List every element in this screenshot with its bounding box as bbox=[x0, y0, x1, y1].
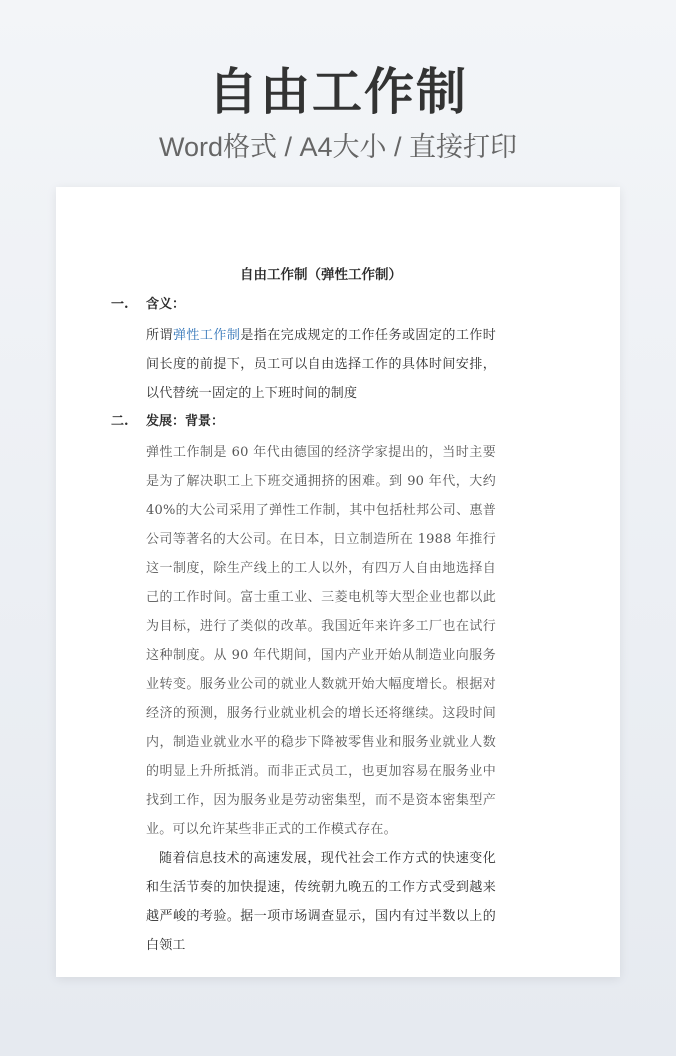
banner bbox=[0, 60, 676, 164]
section-number: 一. bbox=[111, 297, 129, 312]
meaning-paragraph bbox=[146, 321, 496, 408]
background-paragraph: 弹性工作制是 60 年代由德国的经济学家提出的，当时主要是为了解决职工上下班交通拥挤的困难。到 90 年代，大约 40%的大公司采用了弹性工作制，其中包括杜邦公司、惠普公司等著名的大公司。在日本，日立制造所在 1988 年推行这一制度，除生产线上的工人以外，有四万人自由地选择自己的工作时间。富士重工业、三菱电机等大型企业也都以此为目标，进行了类似的改革。我国近年来许多工厂也在试行这种制度。从 90 年代期间，国内产业开始从制造业向服务业转变。服务业公司的就业人数就开始大幅度增长。根据对经济的预测，服务行业就业机会的增长还将继续。这段时间内，制造业就业水平的稳步下降被零售业和服务业就业人数的明显上升所抵消。而非正式员工，也更加容易在服务业中找到工作，因为服务业是劳动密集型，而不是资本密集型产业。可以允许某些非正式的工作模式存在。 bbox=[146, 445, 496, 837]
meaning-text: 是指在完成规定的工作任务或固定的工作时间长度的前提下，员工可以自由选择工作的具体时间安排，以代替统一固定的上下班时间的制度 bbox=[146, 328, 496, 401]
document-title: 自由工作制（弹性工作制） bbox=[240, 267, 402, 283]
document-page bbox=[56, 187, 620, 977]
banner-title: 自由工作制 bbox=[208, 64, 468, 120]
section-heading-label: 含义： bbox=[146, 297, 186, 312]
flexible-work-link[interactable]: 弹性工作制 bbox=[172, 328, 241, 343]
section-heading-meaning bbox=[111, 295, 496, 315]
meaning-prefix: 所谓 bbox=[146, 328, 173, 343]
section-heading-label: 发展：背景： bbox=[146, 414, 225, 429]
section-heading-background bbox=[111, 412, 496, 432]
banner-subtitle: Word格式 / A4大小 / 直接打印 bbox=[158, 132, 518, 162]
trend-paragraph: 随着信息技术的高速发展，现代社会工作方式的快速变化和生活节奏的加快提速，传统朝九晚五的工作方式受到越来越严峻的考验。据一项市场调查显示，国内有过半数以上的白领工 bbox=[146, 851, 496, 953]
document-body bbox=[111, 265, 496, 960]
section-number: 二. bbox=[111, 414, 129, 429]
